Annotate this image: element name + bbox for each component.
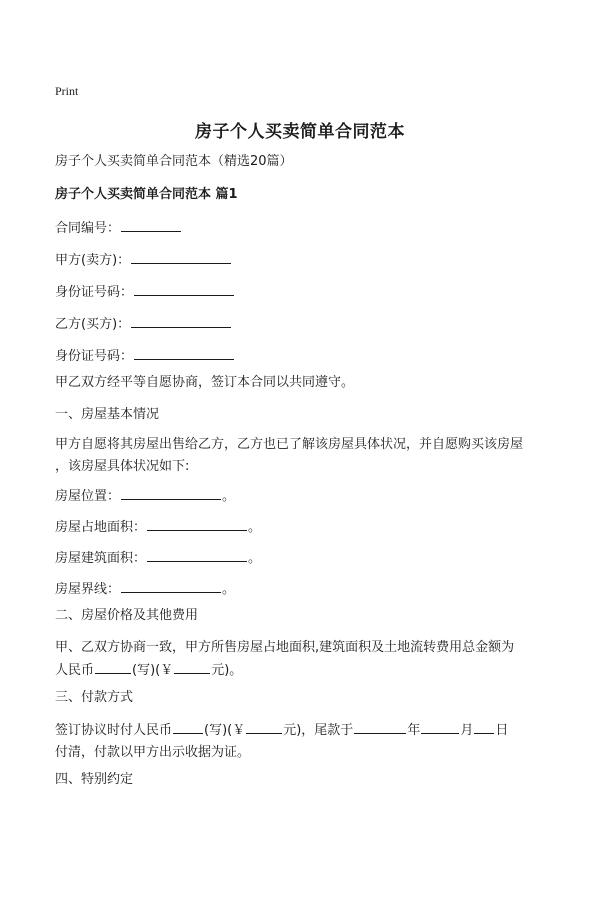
party-a-blank [131, 249, 231, 264]
day-blank [474, 719, 494, 734]
yuan-label: 元)。 [211, 663, 243, 678]
land-area-blank [147, 516, 247, 531]
deposit-label: 签订协议时付人民币 [55, 723, 173, 738]
section4-heading: 四、特别约定 [55, 772, 134, 787]
house-location-blank [121, 485, 221, 500]
party-a-id-label: 身份证号码： [55, 285, 134, 300]
month-blank [421, 719, 459, 734]
land-area-period: 。 [248, 520, 262, 535]
land-area-field [55, 516, 555, 538]
land-area-label: 房屋占地面积： [55, 520, 147, 535]
price-number-blank [174, 659, 210, 674]
contract-number-label: 合同编号： [55, 221, 121, 236]
month-label: 月 [460, 723, 474, 738]
section1-paragraph-line1: 甲方自愿将其房屋出售给乙方，乙方也已了解该房屋具体状况，并自愿购买该房屋 [55, 437, 524, 452]
section2-heading: 二、房屋价格及其他费用 [55, 608, 199, 623]
print-link[interactable]: Print [55, 84, 79, 98]
building-area-period: 。 [248, 551, 262, 566]
section2-paragraph-line1: 甲、乙双方协商一致，甲方所售房屋占地面积,建筑面积及土地流转费用总金额为 [55, 640, 515, 655]
price-written-blank [95, 659, 131, 674]
section-heading: 房子个人买卖简单合同范本 篇1 [55, 187, 238, 202]
section2-paragraph [55, 637, 545, 682]
house-location-field [55, 485, 555, 507]
boundary-field [55, 578, 555, 600]
section1-paragraph [55, 434, 545, 478]
section3-heading: 三、付款方式 [55, 690, 134, 705]
party-a-label: 甲方(卖方)： [55, 253, 131, 268]
party-b-id-field [55, 345, 555, 367]
rmb-label: 人民币 [55, 663, 95, 678]
section3-paragraph-line2: 付清，付款以甲方出示收据为证。 [55, 745, 251, 760]
building-area-label: 房屋建筑面积： [55, 551, 147, 566]
deposit-written-label: (写)(￥ [204, 723, 246, 738]
document-title: 房子个人买卖简单合同范本 [195, 122, 405, 142]
party-b-id-label: 身份证号码： [55, 349, 134, 364]
day-label: 日 [495, 723, 509, 738]
section2-paragraph-line2 [55, 659, 545, 682]
party-a-field [55, 249, 555, 271]
building-area-field [55, 547, 555, 569]
deposit-written-blank [173, 719, 203, 734]
party-b-blank [131, 313, 231, 328]
document-subtitle: 房子个人买卖简单合同范本（精选20篇） [55, 154, 293, 169]
house-location-period: 。 [222, 489, 236, 504]
boundary-blank [121, 578, 221, 593]
house-location-label: 房屋位置： [55, 489, 121, 504]
year-blank [354, 719, 406, 734]
boundary-period: 。 [222, 582, 236, 597]
contract-number-blank [121, 217, 181, 232]
section1-paragraph-line2: ，该房屋具体状况如下: [55, 459, 190, 474]
written-label: (写)(￥ [132, 663, 174, 678]
party-b-field [55, 313, 555, 335]
party-b-label: 乙方(买方)： [55, 317, 131, 332]
party-b-id-blank [134, 345, 234, 360]
deposit-number-blank [246, 719, 282, 734]
section3-paragraph [55, 719, 545, 764]
party-a-id-blank [134, 281, 234, 296]
contract-number-field [55, 217, 555, 239]
year-label: 年 [407, 723, 421, 738]
balance-label: 元)，尾款于 [283, 723, 354, 738]
intro-text: 甲乙双方经平等自愿协商，签订本合同以共同遵守。 [55, 375, 355, 390]
party-a-id-field [55, 281, 555, 303]
building-area-blank [147, 547, 247, 562]
section3-paragraph-line1 [55, 719, 545, 742]
boundary-label: 房屋界线： [55, 582, 121, 597]
section1-heading: 一、房屋基本情况 [55, 407, 160, 422]
